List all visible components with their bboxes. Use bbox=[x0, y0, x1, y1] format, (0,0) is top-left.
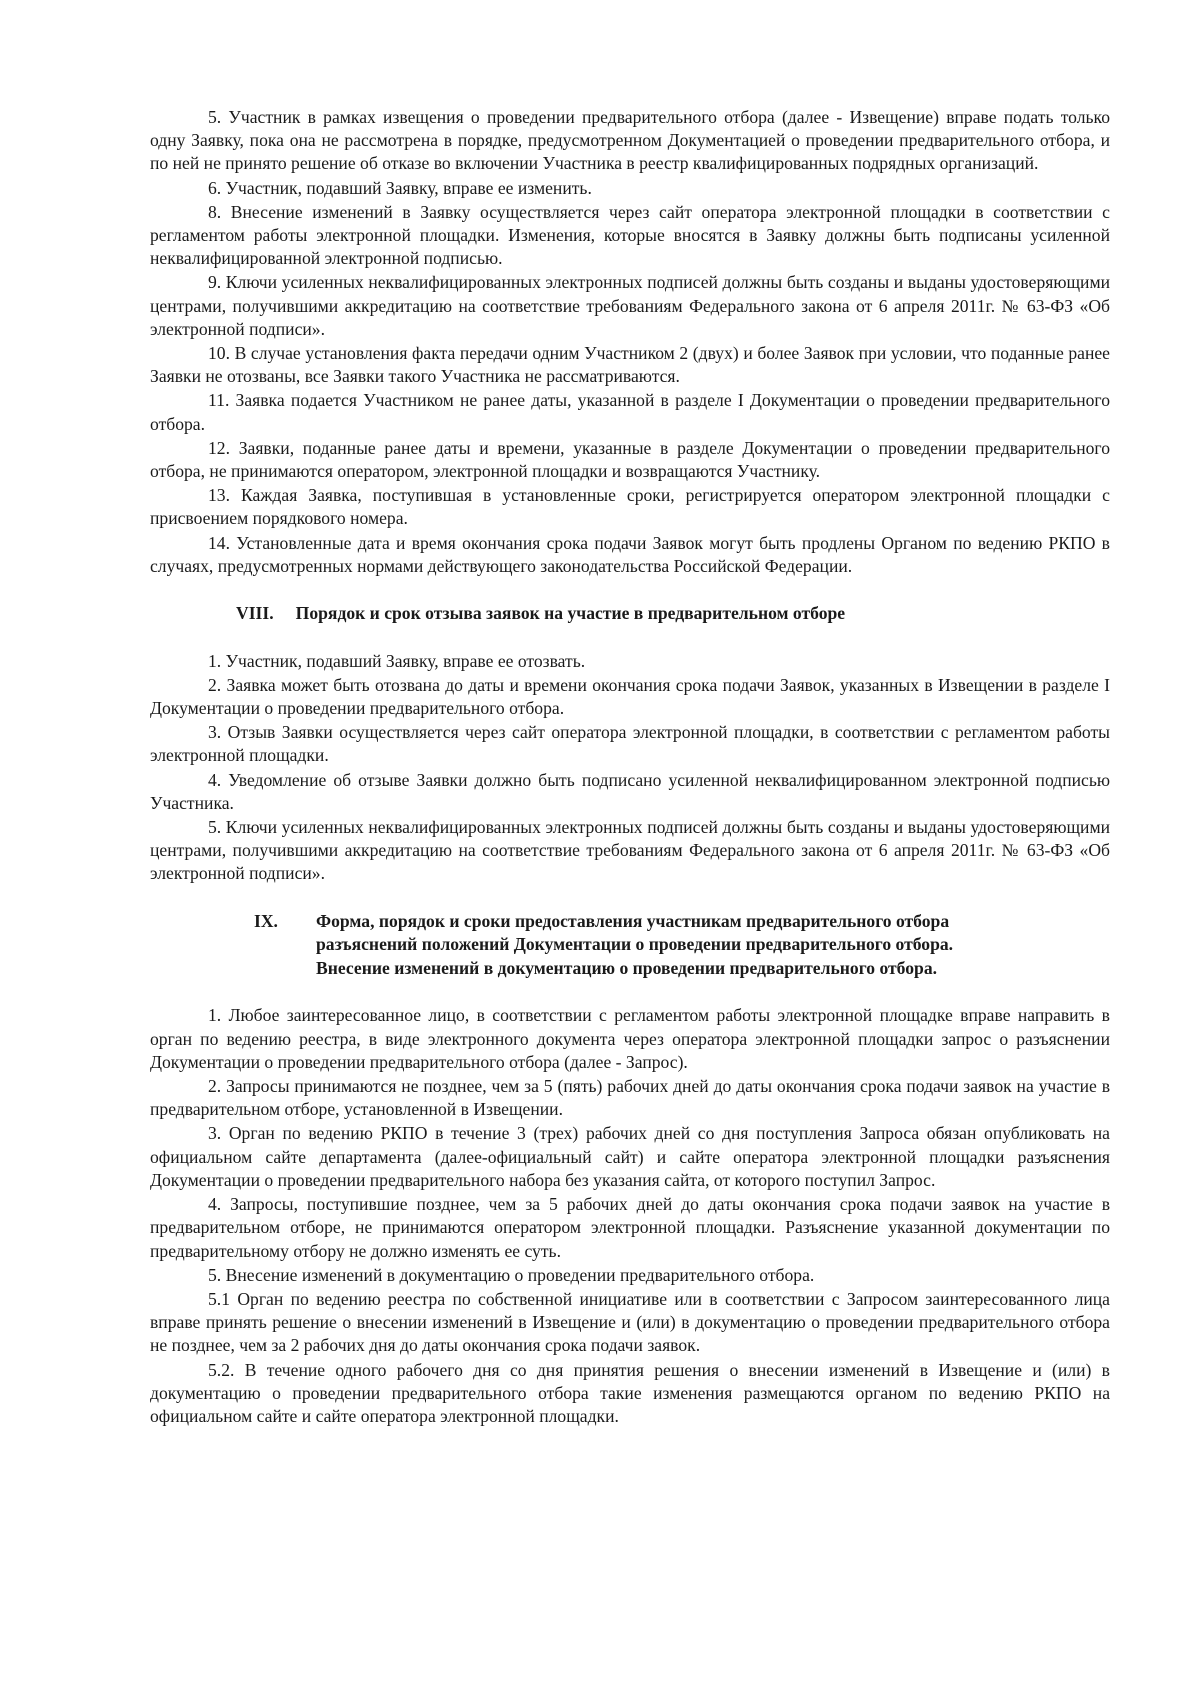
paragraph-7-13: 13. Каждая Заявка, поступившая в установленные сроки, регистрируется оператором электронной площадки с присвоением порядкового номера. bbox=[150, 485, 1110, 529]
document-body bbox=[150, 106, 1110, 1429]
section-8-number: VIII. bbox=[236, 603, 274, 624]
section-9-title-line-3: Внесение изменений в документацию о проведении предварительного отбора. bbox=[316, 957, 938, 978]
paragraph-7-6: 6. Участник, подавший Заявку, вправе ее изменить. bbox=[208, 177, 592, 198]
paragraph-8-5: 5. Ключи усиленных неквалифицированных электронных подписей должны быть созданы и выданы удостоверяющими центрами, получившими аккредитацию на соответствие требованиям Федерального закона от 6 апреля 2011г. № 63-ФЗ «Об электронной подписи». bbox=[150, 817, 1110, 884]
paragraph-9-5-2: 5.2. В течение одного рабочего дня со дня принятия решения о внесении изменений в Извещение и (или) в документацию о проведении предварительного отбора такие изменения размещаются органом по ведению РКПО на официальном сайте и сайте оператора электронной площадки. bbox=[150, 1359, 1110, 1426]
paragraph-7-10: 10. В случае установления факта передачи одним Участником 2 (двух) и более Заявок при условии, что поданные ранее Заявки не отозваны, все Заявки такого Участника не рассматриваются. bbox=[150, 343, 1110, 387]
paragraph-8-3: 3. Отзыв Заявки осуществляется через сайт оператора электронной площадки, в соответствии с регламентом работы электронной площадки. bbox=[150, 722, 1110, 766]
paragraph-8-4: 4. Уведомление об отзыве Заявки должно быть подписано усиленной неквалифицированном электронной подписью Участника. bbox=[150, 769, 1110, 813]
paragraph-7-11: 11. Заявка подается Участником не ранее даты, указанной в разделе I Документации о проведении предварительного отбора. bbox=[150, 390, 1110, 434]
paragraph-7-5: 5. Участник в рамках извещения о проведении предварительного отбора (далее - Извещение) вправе подать только одну Заявку, пока она не рассмотрена в порядке, предусмотренном Документацией о проведении предварительного отбора, и по ней не принято решение об отказе во включении Участника в реестр квалифицированных подрядных организаций. bbox=[150, 107, 1110, 174]
paragraph-7-9: 9. Ключи усиленных неквалифицированных электронных подписей должны быть созданы и выданы удостоверяющими центрами, получившими аккредитацию на соответствие требованиям Федерального закона от 6 апреля 2011г. № 63-ФЗ «Об электронной подписи». bbox=[150, 272, 1110, 339]
section-9-title-line-1: Форма, порядок и сроки предоставления участникам предварительного отбора bbox=[316, 910, 950, 931]
paragraph-9-4: 4. Запросы, поступившие позднее, чем за 5 рабочих дней до даты окончания срока подачи заявок на участие в предварительном отборе, не принимаются оператором электронной площадки. Разъяснение указанной документации по предварительному отбору не должно изменять ее суть. bbox=[150, 1194, 1110, 1261]
paragraph-7-12: 12. Заявки, поданные ранее даты и времени, указанные в разделе Документации о проведении предварительного отбора, не принимаются оператором, электронной площадки и возвращаются Участнику. bbox=[150, 437, 1110, 482]
paragraph-8-1: 1. Участник, подавший Заявку, вправе ее отозвать. bbox=[208, 650, 586, 671]
paragraph-8-2: 2. Заявка может быть отозвана до даты и времени окончания срока подачи Заявок, указанных в Извещении в разделе I Документации о проведении предварительного отбора. bbox=[150, 674, 1110, 719]
paragraph-9-5: 5. Внесение изменений в документацию о проведении предварительного отбора. bbox=[208, 1264, 815, 1285]
section-9-title-line-2: разъяснений положений Документации о проведении предварительного отбора. bbox=[316, 934, 954, 955]
paragraph-7-8: 8. Внесение изменений в Заявку осуществляется через сайт оператора электронной площадки в соответствии с регламентом работы электронной площадки. Изменения, которые вносятся в Заявку должны быть подписаны усиленной неквалифицированной электронной подписью. bbox=[150, 201, 1110, 269]
section-9-heading bbox=[150, 910, 1110, 981]
paragraph-9-1: 1. Любое заинтересованное лицо, в соответствии с регламентом работы электронной площадке вправе направить в орган по ведению реестра, в виде электронного документа через оператора электронной площадки запрос о разъяснении Документации о проведении предварительного отбора (далее - Запрос). bbox=[150, 1005, 1110, 1072]
paragraph-9-2: 2. Запросы принимаются не позднее, чем за 5 (пять) рабочих дней до даты окончания срока подачи заявок на участие в предварительном отборе, установленной в Извещении. bbox=[150, 1076, 1110, 1120]
paragraph-7-14: 14. Установленные дата и время окончания срока подачи Заявок могут быть продлены Органом по ведению РКПО в случаях, предусмотренных нормами действующего законодательства Российской Федерации. bbox=[150, 532, 1110, 576]
section-8-title: Порядок и срок отзыва заявок на участие в предварительном отборе bbox=[295, 603, 846, 624]
paragraph-9-3: 3. Орган по ведению РКПО в течение 3 (трех) рабочих дней со дня поступления Запроса обязан опубликовать на официальном сайте департамента (далее-официальный сайт) и сайте оператора электронной площадки разъяснения Документации о проведении предварительного набора без указания сайта, от которого поступил Запрос. bbox=[150, 1123, 1110, 1190]
section-8-heading bbox=[150, 602, 1110, 626]
paragraph-9-5-1: 5.1 Орган по ведению реестра по собственной инициативе или в соответствии с Запросом заинтересованного лица вправе принять решение о внесении изменений в Извещение и (или) в документацию о проведении предварительного отбора не позднее, чем за 2 рабочих дня до даты окончания срока подачи заявок. bbox=[150, 1288, 1110, 1356]
section-9-number: IX. bbox=[254, 910, 278, 931]
